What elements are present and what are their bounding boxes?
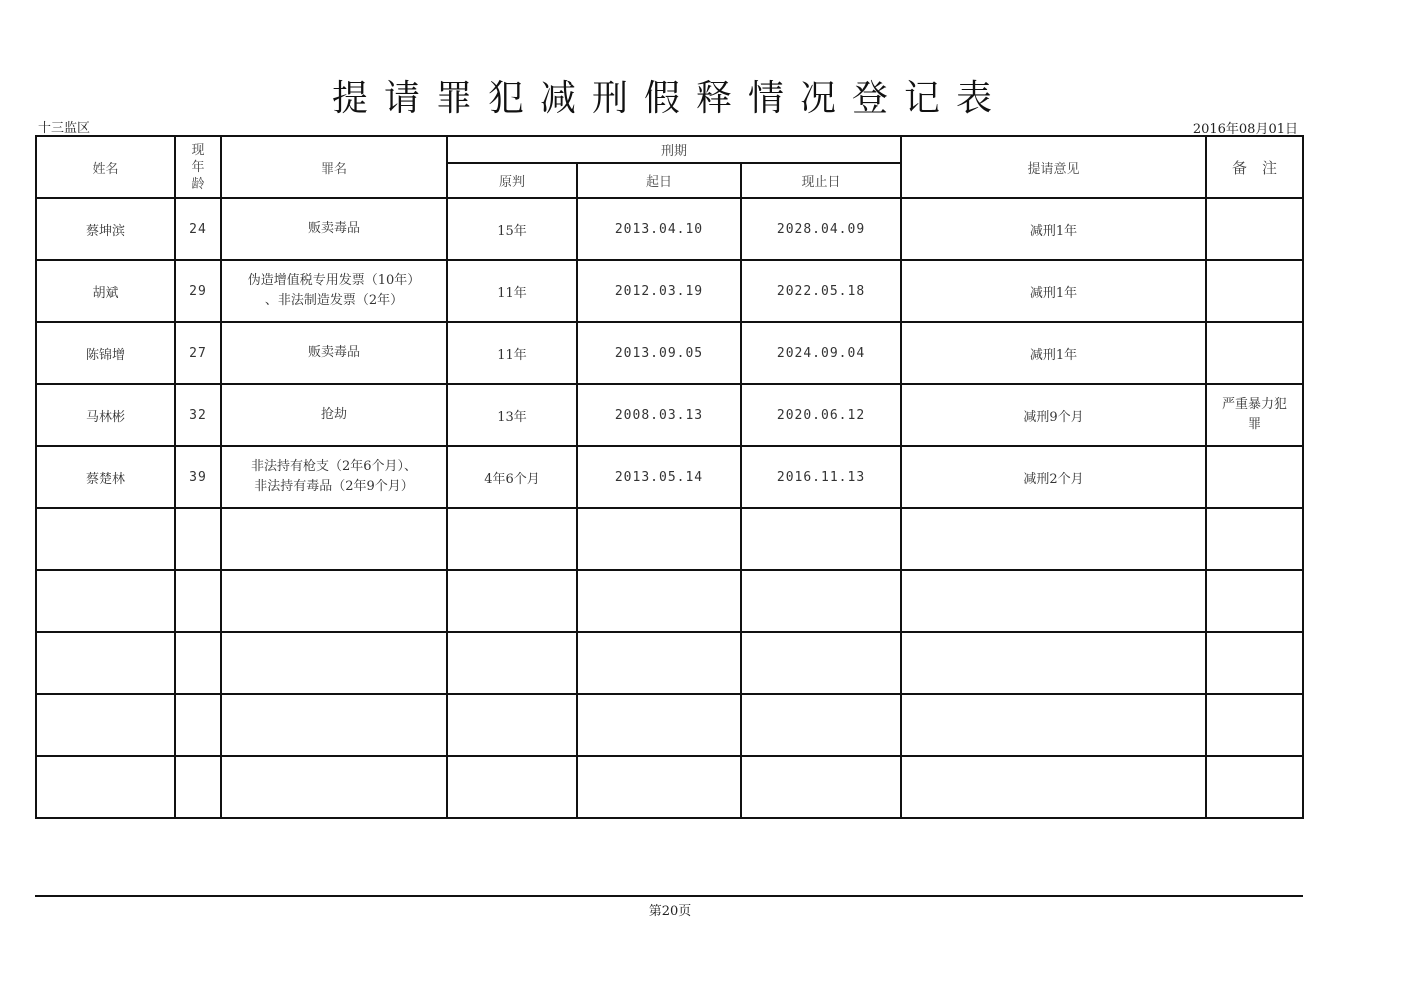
cell-start: 2013.05.14	[577, 446, 741, 508]
cell-name: 蔡坤滨	[36, 198, 175, 260]
cell-name: 胡斌	[36, 260, 175, 322]
empty-row	[36, 570, 1303, 632]
cell-end: 2016.11.13	[741, 446, 901, 508]
header-opinion: 提请意见	[901, 136, 1206, 198]
cell-end: 2020.06.12	[741, 384, 901, 446]
cell-original: 15年	[447, 198, 577, 260]
cell-note	[1206, 446, 1303, 508]
cell-age: 39	[175, 446, 221, 508]
header-current-end: 现止日	[741, 163, 901, 198]
register-table	[35, 135, 1304, 819]
cell-crime	[221, 198, 447, 260]
cell-opinion: 减刑1年	[901, 322, 1206, 384]
empty-row	[36, 694, 1303, 756]
header-original: 原判	[447, 163, 577, 198]
crime-line1: 抢劫	[320, 407, 347, 422]
header-age-line3: 龄	[191, 176, 205, 192]
cell-note	[1206, 260, 1303, 322]
note-line2: 罪	[1248, 417, 1262, 432]
cell-name: 陈锦增	[36, 322, 175, 384]
cell-end: 2028.04.09	[741, 198, 901, 260]
table-row	[36, 260, 1303, 322]
empty-row	[36, 756, 1303, 818]
crime-line2: 非法持有毒品（2年9个月）	[254, 479, 414, 494]
cell-note	[1206, 198, 1303, 260]
cell-start: 2012.03.19	[577, 260, 741, 322]
header-term: 刑期	[447, 136, 901, 163]
cell-original: 11年	[447, 322, 577, 384]
header-age	[175, 136, 221, 198]
header-name: 姓名	[36, 136, 175, 198]
note-line1: 严重暴力犯	[1222, 397, 1288, 412]
header-age-line1: 现	[191, 142, 205, 158]
cell-start: 2013.04.10	[577, 198, 741, 260]
cell-note	[1206, 322, 1303, 384]
cell-end: 2024.09.04	[741, 322, 901, 384]
district-label: 十三监区	[38, 121, 91, 136]
cell-note	[1206, 384, 1303, 446]
crime-line1: 贩卖毒品	[307, 221, 360, 236]
empty-row	[36, 508, 1303, 570]
cell-opinion: 减刑1年	[901, 260, 1206, 322]
table-row	[36, 198, 1303, 260]
cell-opinion: 减刑2个月	[901, 446, 1206, 508]
crime-line1: 伪造增值税专用发票（10年）	[247, 273, 421, 288]
footer-divider	[35, 895, 1303, 897]
cell-crime	[221, 446, 447, 508]
table-row	[36, 322, 1303, 384]
cell-end: 2022.05.18	[741, 260, 901, 322]
header-age-line2: 年	[191, 159, 205, 175]
cell-start: 2008.03.13	[577, 384, 741, 446]
cell-age: 24	[175, 198, 221, 260]
date-label: 2016年08月01日	[1192, 122, 1298, 137]
cell-crime	[221, 322, 447, 384]
header-note: 备 注	[1206, 136, 1303, 198]
page-title: 提请罪犯减刑假释情况登记表	[331, 78, 1008, 119]
empty-row	[36, 632, 1303, 694]
cell-opinion: 减刑1年	[901, 198, 1206, 260]
crime-line2: 、非法制造发票（2年）	[264, 293, 404, 308]
cell-start: 2013.09.05	[577, 322, 741, 384]
header-start: 起日	[577, 163, 741, 198]
cell-original: 11年	[447, 260, 577, 322]
cell-crime	[221, 384, 447, 446]
table-row	[36, 446, 1303, 508]
cell-name: 蔡楚林	[36, 446, 175, 508]
cell-age: 27	[175, 322, 221, 384]
crime-line1: 贩卖毒品	[307, 345, 360, 360]
cell-opinion: 减刑9个月	[901, 384, 1206, 446]
page-number: 第20页	[648, 904, 692, 919]
cell-name: 马林彬	[36, 384, 175, 446]
table-row	[36, 384, 1303, 446]
crime-line1: 非法持有枪支（2年6个月）、	[250, 459, 418, 474]
cell-age: 29	[175, 260, 221, 322]
cell-crime	[221, 260, 447, 322]
cell-original: 13年	[447, 384, 577, 446]
header-crime: 罪名	[221, 136, 447, 198]
cell-age: 32	[175, 384, 221, 446]
cell-original: 4年6个月	[447, 446, 577, 508]
